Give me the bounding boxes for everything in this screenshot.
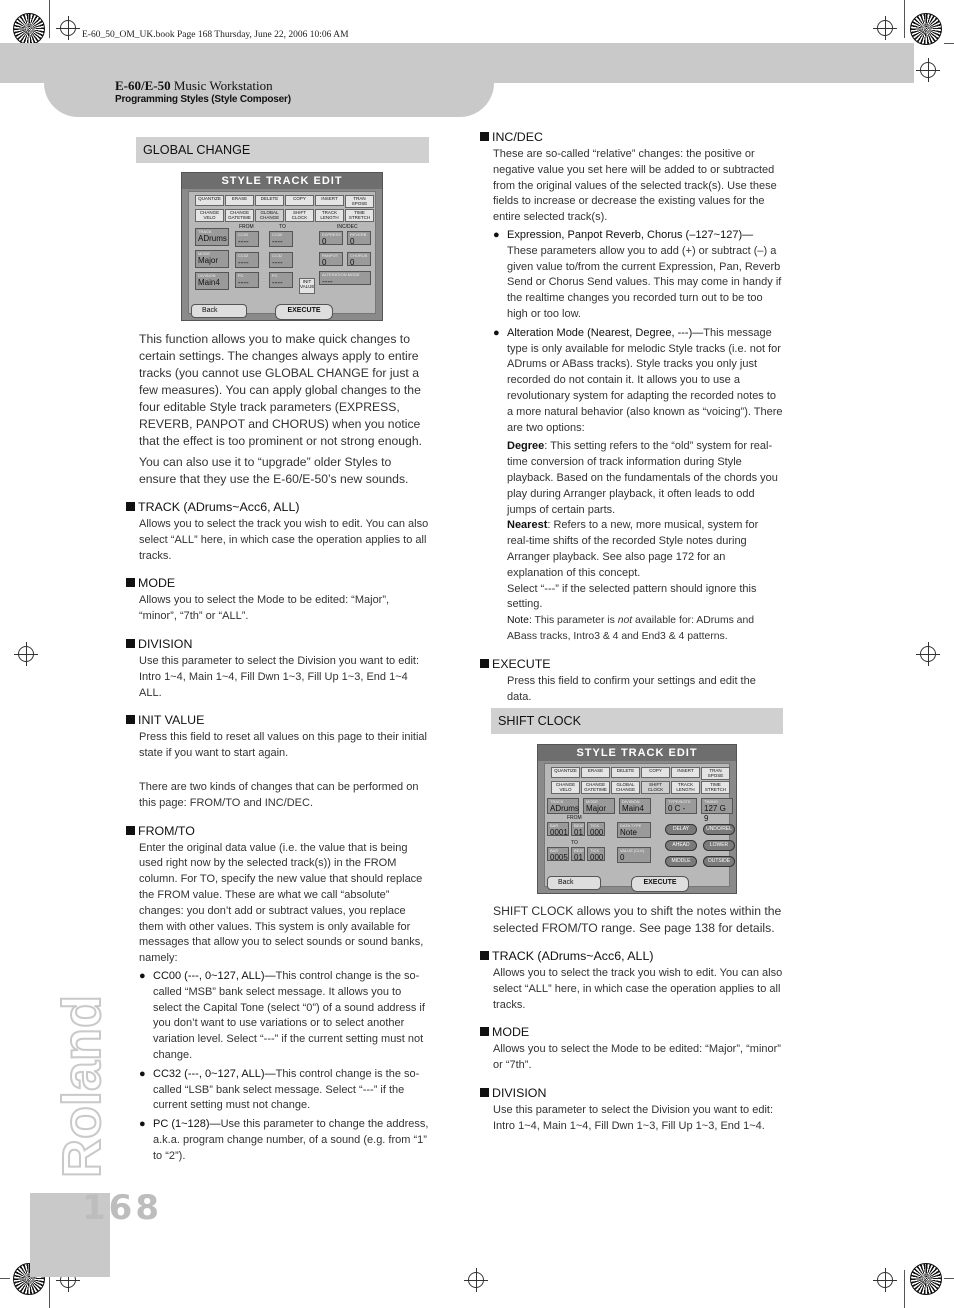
screen-execute-button: EXECUTE	[631, 876, 689, 892]
heading-inc-dec: INC/DEC	[480, 130, 783, 145]
screen-button-delete: DELETE	[611, 767, 640, 778]
square-bullet-icon	[126, 826, 135, 835]
screen-field-division: DIVISION Main4	[195, 272, 229, 290]
screen-label-from: FROM	[239, 224, 254, 230]
option-degree: Degree: This setting refers to the “old” system for real-time conversion of track information during Style playback. Based on the fundamentals of the chords you play during Arranger playback, it often leads to odd jumps of certain parts.	[507, 440, 778, 516]
screen-pill-undo: UNDO/REL	[703, 824, 735, 835]
screen-button-erase: ERASE	[225, 195, 254, 206]
style-track-edit-screen-shift	[537, 744, 737, 894]
intro-paragraph-2: You can also use it to “upgrade” older Styles to ensure that they use the E-60/E-50’s new sounds.	[139, 455, 409, 486]
file-info-line: E-60_50_OM_UK.book Page 168 Thursday, June 22, 2006 10:06 AM	[82, 30, 349, 40]
screen-panel	[544, 763, 730, 887]
screen-button-global-change: GLOBAL CHANGE	[611, 781, 640, 794]
round-bullet-icon: ●	[139, 969, 146, 982]
screen-pill-ahead: AHEAD	[665, 840, 697, 851]
body-mode: Allows you to select the Mode to be edited: “Major”, “minor”, “7th” or “ALL”.	[139, 594, 390, 623]
screen-button-track-length: TRACK LENGTH	[671, 781, 700, 794]
right-column-bottom	[493, 903, 785, 1135]
square-bullet-icon	[126, 639, 135, 648]
body-init-value: Press this field to reset all values on this page to their initial state if you want to start again.	[139, 731, 427, 760]
square-bullet-icon	[126, 578, 135, 587]
screen-label-from: FROM	[567, 815, 582, 821]
screen-button-copy: COPY	[285, 195, 314, 206]
heading-mode: MODE	[126, 576, 429, 591]
round-bullet-icon: ●	[139, 1067, 146, 1080]
trim-line	[904, 0, 905, 38]
screen-button-time-stretch: TIME STRETCH	[701, 781, 730, 794]
screen-button-shift-clock: SHIFT CLOCK	[285, 209, 314, 222]
screen-title: STYLE TRACK EDIT	[182, 173, 382, 189]
screen-label-to: TO	[279, 224, 286, 230]
screen-field-pc-to: PC ----	[269, 272, 293, 288]
registration-rosette	[910, 13, 942, 45]
screen-button-insert: INSERT	[315, 195, 344, 206]
screen-field-track: TRACK ADrums	[195, 228, 229, 246]
round-bullet-icon: ●	[493, 326, 500, 339]
screen-button-quantize: QUANTIZE	[195, 195, 224, 206]
round-bullet-icon: ●	[139, 1118, 146, 1131]
screen-field-alteration-mode: ALTERATION MODE ----	[319, 271, 371, 285]
trim-line	[904, 1270, 905, 1308]
screen-button-quantize: QUANTIZE	[551, 767, 580, 778]
crop-mark	[14, 642, 38, 666]
trim-line	[944, 43, 954, 44]
body-kinds: There are two kinds of changes that can be performed on this page: FROM/TO and INC/DEC.	[139, 780, 419, 809]
square-bullet-icon	[480, 132, 489, 141]
square-bullet-icon	[126, 715, 135, 724]
screen-field-cc00-from: CC00 ----	[235, 231, 259, 247]
screen-field-data-type: DATA TYPE Note	[617, 822, 651, 838]
trim-line	[0, 1278, 10, 1279]
roland-logo	[52, 995, 120, 1180]
svg-text:Roland: Roland	[52, 995, 112, 1178]
heading-division: DIVISION	[126, 637, 429, 652]
body-division: Use this parameter to select the Division you want to edit: Intro 1~4, Main 1~4, Fill Dwn 1~3, Fill Up 1~3, End 1~4.	[493, 1103, 774, 1132]
registration-rosette	[13, 13, 45, 45]
bullet-cc00: ● CC00 (---, 0~127, ALL)—This control change is the so-called “MSB” bank select message. It allows you to select the Capital Tone (select “0”) of a sound address if you don’t want to use variations or to select another variation level. Select “---” if the current setting must not change.	[139, 969, 425, 1061]
screen-field-chorus: CHORUS 0	[347, 252, 371, 266]
body-division: Use this parameter to select the Division you want to edit: Intro 1~4, Main 1~4, Fill Dwn 1~3, Fill Up 1~3, End 1~4 ALL.	[139, 654, 420, 699]
trim-line	[49, 0, 50, 38]
screen-pill-lower: LOWER	[703, 840, 735, 851]
screen-field-mode: MODE Major	[583, 798, 615, 814]
heading-mode: MODE	[480, 1025, 785, 1040]
body-inc-dec: These are so-called “relative” changes: the positive or negative value you set here will be added to or subtracted from the original values of the selected track(s). Use these fields to increase or decrease the existing values for the entire selected track(s).	[493, 148, 777, 224]
screen-button-transpose: TRAN SPOSE	[345, 195, 374, 208]
screen-button-global-change: GLOBAL CHANGE	[255, 209, 284, 222]
body-mode: Allows you to select the Mode to be edited: “Major”, “minor” or “7th”.	[493, 1043, 781, 1072]
screen-field-track: TRACK ADrums	[547, 798, 579, 814]
registration-rosette	[910, 1263, 942, 1295]
screen-button-insert: INSERT	[671, 767, 700, 778]
square-bullet-icon	[480, 951, 489, 960]
screen-button-transpose: TRAN SPOSE	[701, 767, 730, 780]
intro-paragraph: This function allows you to make quick changes to certain settings. The changes always apply to entire tracks (you cannot use GLOBAL CHANGE for just a few measures). You can apply global changes to the four editable Style track parameters (EXPRESS, REVERB, PANPOT and CHORUS) when you notice that the effect is too prominent or not strong enough.	[139, 332, 422, 448]
screen-button-shift-clock: SHIFT CLOCK	[641, 781, 670, 794]
heading-from-to: FROM/TO	[126, 824, 429, 839]
heading-track: TRACK (ADrums~Acc6, ALL)	[126, 500, 429, 515]
crop-mark	[873, 1268, 897, 1292]
heading-division: DIVISION	[480, 1086, 785, 1101]
left-column	[139, 331, 429, 1168]
page-number: 168	[82, 1188, 162, 1228]
screen-button-change-gatetime: CHANGE GATETIME	[581, 781, 610, 794]
screen-button-time-stretch: TIME STRETCH	[345, 209, 374, 222]
crop-mark	[56, 16, 80, 40]
product-name: E-60/E-50 Music Workstation	[115, 78, 273, 93]
screen-field-cc00-to: CC00 ----	[269, 231, 293, 247]
screen-field-express: EXPRESS 0	[319, 231, 343, 245]
screen-back-button: Back	[191, 304, 247, 318]
screen-label-incdec: INC/DEC	[337, 224, 358, 230]
screen-button-change-velo: CHANGE VELO	[195, 209, 224, 222]
heading-execute: EXECUTE	[480, 657, 783, 672]
round-bullet-icon: ●	[493, 228, 500, 241]
screen-field-bar-from: BAR 0001	[547, 822, 569, 836]
screen-button-change-velo: CHANGE VELO	[551, 781, 580, 794]
screen-button-init-value: INIT VALUE	[299, 278, 315, 294]
screen-field-mode: MODE Major	[195, 250, 229, 268]
screen-field-range: TYPE/NOTE 0 C -	[665, 798, 697, 814]
screen-button-track-length: TRACK LENGTH	[315, 209, 344, 222]
screen-field-tick-from: TICK 000	[587, 822, 605, 836]
heading-init-value: INIT VALUE	[126, 713, 429, 728]
screen-title: STYLE TRACK EDIT	[538, 745, 736, 761]
body-track: Allows you to select the track you wish to edit. You can also select “ALL” here, in which case the operation applies to all tracks.	[139, 518, 429, 562]
body-from-to: Enter the original data value (i.e. the value that is being used right now by the selected track(s)) in the FROM column. For TO, specify the new value that should replace the FROM value. These are what we call “absolute” changes: you don’t add or subtract values, you replace them with other values. This system is only available for messages that allow you to select sounds or sound banks, namely:	[139, 841, 424, 965]
screen-button-copy: COPY	[641, 767, 670, 778]
screen-panel	[188, 191, 376, 314]
screen-pill-delay: DELAY	[665, 824, 697, 835]
screen-button-delete: DELETE	[255, 195, 284, 206]
screen-field-cc32-from: CC32 ----	[235, 252, 259, 268]
screen-button-change-gatetime: CHANGE GATETIME	[225, 209, 254, 222]
screen-field-cc32-to: CC32 ----	[269, 252, 293, 268]
chapter-title: Programming Styles (Style Composer)	[115, 94, 291, 105]
section-bar-global-change: GLOBAL CHANGE	[136, 137, 429, 163]
screen-field-reverb: REVERB 0	[347, 231, 371, 245]
screen-field-panpot: PANPOT 0	[319, 252, 343, 266]
screen-field-value: VALUE (CLK) 0	[617, 847, 651, 863]
crop-mark	[464, 1268, 488, 1292]
shift-clock-intro: SHIFT CLOCK allows you to shift the notes within the selected FROM/TO range. See page 138 for details.	[493, 904, 782, 935]
heading-track: TRACK (ADrums~Acc6, ALL)	[480, 949, 785, 964]
right-column-top	[493, 130, 783, 705]
trim-line	[944, 1278, 954, 1279]
screen-pill-middle: MIDDLE	[665, 856, 697, 867]
square-bullet-icon	[480, 1088, 489, 1097]
screen-pill-outside: OUTSIDE	[703, 856, 735, 867]
screen-field-division: DIVISION Main4	[619, 798, 651, 814]
style-track-edit-screen-global	[181, 172, 383, 321]
note-paragraph: Note: This parameter is not available for: ADrums and ABass tracks, Intro3 & 4 and End3 & 4 patterns.	[507, 615, 755, 642]
screen-field-beat-to: BEAT 01	[571, 847, 585, 861]
screen-execute-button: EXECUTE	[275, 304, 333, 320]
square-bullet-icon	[126, 502, 135, 511]
screen-field-bar-to: BAR 0005	[547, 847, 569, 861]
bullet-expression: ● Expression, Panpot Reverb, Chorus (–127~127)—These parameters allow you to add (+) or subtract (–) a given value to/from the current Expression, Pan, Reverb Send or Chorus Send values. This may come in handy if the realtime changes you recorded turn out to be too high or too low.	[493, 228, 782, 320]
crop-mark	[916, 642, 940, 666]
bullet-pc: ● PC (1~128)—Use this parameter to change the address, a.k.a. program change number, of a sound (e.g. from “1” to “2”).	[139, 1118, 429, 1162]
section-bar-shift-clock: SHIFT CLOCK	[491, 708, 783, 734]
body-execute: Press this field to confirm your settings and edit the data.	[507, 674, 756, 703]
crop-mark	[873, 16, 897, 40]
bullet-cc32: ● CC32 (---, 0~127, ALL)—This control change is the so-called “LSB” bank select message. Select “---” if the current setting must not change.	[139, 1067, 420, 1112]
select-dash-note: Select “---” if the selected pattern should ignore this setting.	[507, 582, 757, 611]
screen-field-beat-from: BEAT 01	[571, 822, 585, 836]
screen-back-button: Back	[547, 876, 601, 890]
crop-mark	[916, 58, 940, 82]
screen-field-tick-to: TICK 000	[587, 847, 605, 861]
option-nearest: Nearest: Refers to a new, more musical, system for real-time shifts of the recorded Style notes during Arranger playback. See also page 172 for an explanation of this concept.	[507, 519, 759, 579]
body-track: Allows you to select the track you wish to edit. You can also select “ALL” here, in which case the operation applies to all tracks.	[493, 967, 783, 1011]
screen-button-erase: ERASE	[581, 767, 610, 778]
screen-field-pc-from: PC ----	[235, 272, 259, 288]
screen-label-to: TO	[571, 840, 578, 846]
square-bullet-icon	[480, 659, 489, 668]
square-bullet-icon	[480, 1027, 489, 1036]
bullet-alteration-mode: ● Alteration Mode (Nearest, Degree, ---)—This message type is only available for melodic Style tracks (i.e. not for ADrums or ABass tracks). Style tracks you only just recorded do not contain it. It allows you to use a revolutionary system for adapting the recorded notes to a more natural behavior (also known as “voicing”). There are two options:	[493, 326, 783, 434]
screen-field-timing: TIMING 127 G 9	[701, 798, 733, 814]
